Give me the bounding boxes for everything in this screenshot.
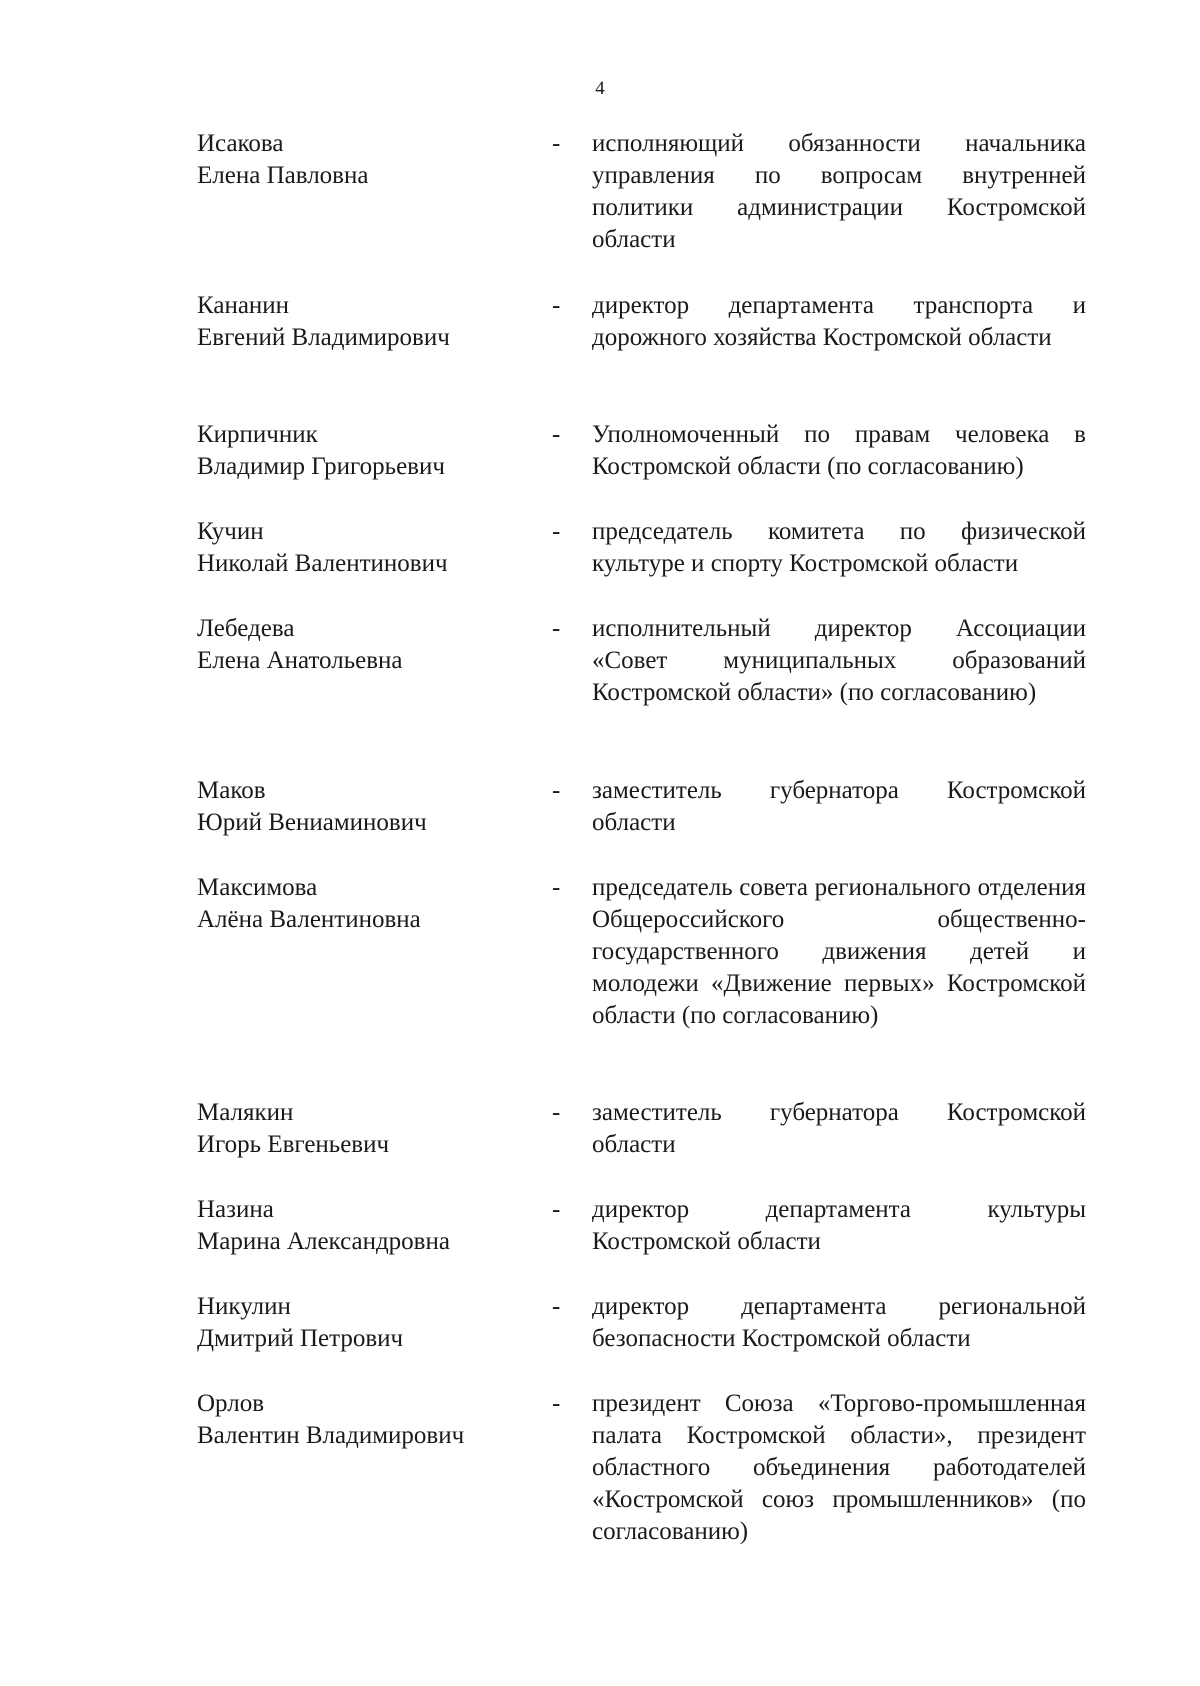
member-given-names: Николай Валентинович [197,550,448,577]
member-given-names: Марина Александровна [197,1228,450,1255]
member-dash: - [552,421,561,448]
member-name [197,872,527,936]
member-surname: Кучин [197,518,264,545]
member-surname: Никулин [197,1293,291,1320]
member-position: исполнительный директор Ассоциации «Совет муниципальных образований Костромской области» (по согласованию) [592,615,1086,706]
page-number: 4 [595,78,605,99]
member-surname: Орлов [197,1390,265,1417]
member-given-names: Владимир Григорьевич [197,453,445,480]
member-name [197,128,527,192]
member-name [197,516,527,580]
member-surname: Кирпичник [197,421,318,448]
member-position: Уполномоченный по правам человека в Костромской области (по согласованию) [592,421,1086,480]
member-name [197,1388,527,1452]
member-position: председатель совета регионального отделения Общероссийского общественно-государственного движения детей и молодежи «Движение первых» Костромской области (по согласованию) [592,874,1086,1029]
member-dash: - [552,518,561,545]
member-dash: - [552,292,561,319]
member-name [197,1097,527,1161]
member-dash: - [552,1196,561,1223]
member-dash: - [552,777,561,804]
member-position: директор департамента транспорта и дорожного хозяйства Костромской области [592,292,1086,351]
member-position: заместитель губернатора Костромской области [592,1099,1086,1158]
member-given-names: Елена Анатольевна [197,647,403,674]
member-position: директор департамента культуры Костромской области [592,1196,1086,1255]
member-given-names: Игорь Евгеньевич [197,1131,390,1158]
member-name [197,775,527,839]
member-given-names: Юрий Вениаминович [197,809,427,836]
member-dash: - [552,1390,561,1417]
member-given-names: Дмитрий Петрович [197,1325,404,1352]
member-dash: - [552,1293,561,1320]
member-given-names: Елена Павловна [197,162,369,189]
member-given-names: Евгений Владимирович [197,324,450,351]
member-surname: Исакова [197,130,284,157]
member-position: президент Союза «Торгово-промышленная палата Костромской области», президент областного объединения работодателей «Костромской союз промышленников» (по согласованию) [592,1390,1086,1545]
member-surname: Назина [197,1196,274,1223]
member-surname: Малякин [197,1099,294,1126]
member-name [197,1194,527,1258]
member-surname: Кананин [197,292,290,319]
member-dash: - [552,1099,561,1126]
member-dash: - [552,130,561,157]
member-dash: - [552,615,561,642]
member-position: исполняющий обязанности начальника управления по вопросам внутренней политики администрации Костромской области [592,130,1086,253]
member-position: директор департамента региональной безопасности Костромской области [592,1293,1086,1352]
member-name [197,290,527,354]
member-given-names: Валентин Владимирович [197,1422,465,1449]
member-surname: Маков [197,777,266,804]
member-name [197,1291,527,1355]
member-surname: Максимова [197,874,318,901]
member-position: заместитель губернатора Костромской области [592,777,1086,836]
member-name [197,613,527,677]
member-given-names: Алёна Валентиновна [197,906,421,933]
member-dash: - [552,874,561,901]
member-position: председатель комитета по физической культуре и спорту Костромской области [592,518,1086,577]
member-name [197,419,527,483]
member-surname: Лебедева [197,615,295,642]
